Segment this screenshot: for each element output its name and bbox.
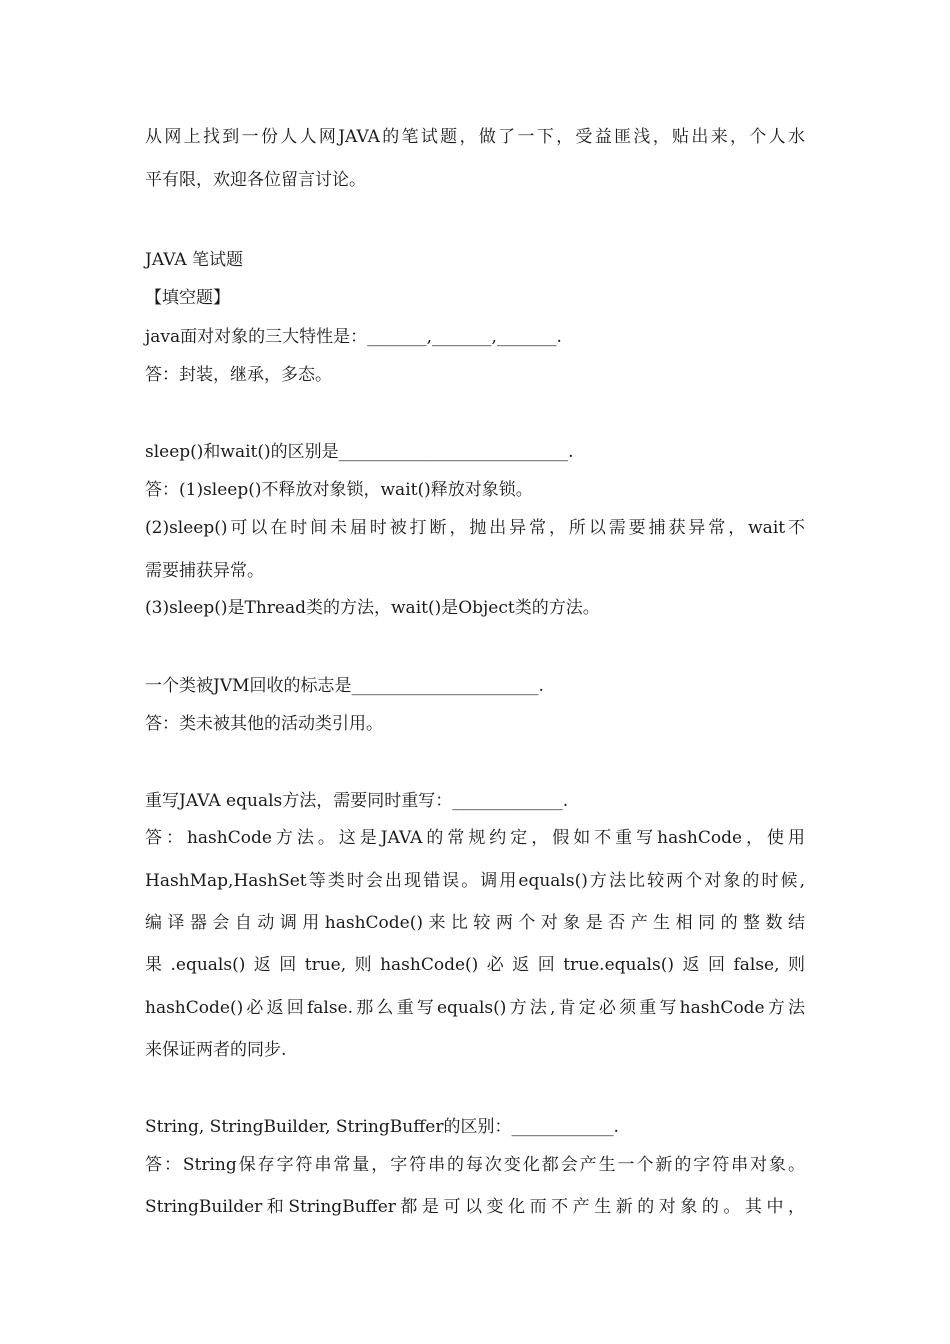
q4-answer-line: hashCode()必返回false.那么重写equals()方法,肯定必须重写hashCode方法 xyxy=(145,998,805,1018)
q4-answer-line: 编译器会自动调用hashCode()来比较两个对象是否产生相同的整数结 xyxy=(145,913,805,933)
q2-answer-2a: (2)sleep()可以在时间未届时被打断，抛出异常，所以需要捕获异常，wait不 xyxy=(145,518,805,538)
q2-answer-2b: 需要捕获异常。 xyxy=(145,561,264,581)
q4-answer-line: 果.equals()返回true,则hashCode()必返回true.equals()返回false,则 xyxy=(145,955,805,975)
q4-answer-line: 来保证两者的同步. xyxy=(145,1040,287,1060)
q1-question: java面对对象的三大特性是：_______,_______,_______. xyxy=(145,327,562,347)
intro-line-2: 平有限，欢迎各位留言讨论。 xyxy=(145,170,366,190)
q3-answer: 答：类未被其他的活动类引用。 xyxy=(145,714,383,734)
q2-question: sleep()和wait()的区别是___________________________. xyxy=(145,442,574,462)
section-title: 【填空题】 xyxy=(145,288,230,308)
intro-line-1: 从网上找到一份人人网JAVA的笔试题，做了一下，受益匪浅，贴出来，个人水 xyxy=(145,127,805,147)
q1-answer: 答：封装，继承，多态。 xyxy=(145,365,332,385)
q4-question: 重写JAVA equals方法，需要同时重写：_____________. xyxy=(145,791,569,811)
q3-question: 一个类被JVM回收的标志是______________________. xyxy=(145,676,544,696)
doc-heading: JAVA 笔试题 xyxy=(145,250,244,270)
q2-answer-3: (3)sleep()是Thread类的方法，wait()是Object类的方法。 xyxy=(145,598,600,618)
q5-question: String, StringBuilder, StringBuffer的区别：____________. xyxy=(145,1117,619,1137)
q5-answer-line: StringBuilder和StringBuffer都是可以变化而不产生新的对象的。其中， xyxy=(145,1197,805,1217)
q4-answer-line: 答：hashCode方法。这是JAVA的常规约定，假如不重写hashCode，使用 xyxy=(145,828,805,848)
q2-answer-1: 答：(1)sleep()不释放对象锁，wait()释放对象锁。 xyxy=(145,480,533,500)
q5-answer-line: 答：String保存字符串常量，字符串的每次变化都会产生一个新的字符串对象。 xyxy=(145,1155,805,1175)
q4-answer-line: HashMap,HashSet等类时会出现错误。调用equals()方法比较两个对象的时候, xyxy=(145,871,805,891)
